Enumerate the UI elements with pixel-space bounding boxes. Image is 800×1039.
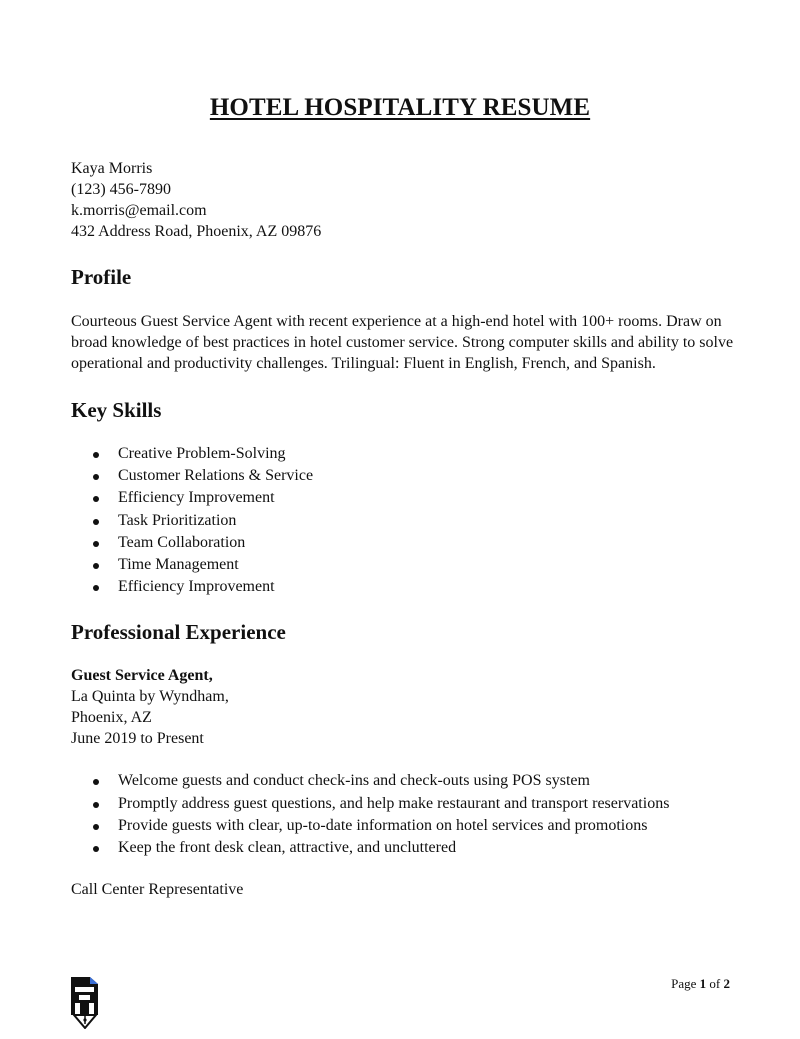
skill-label: Team Collaboration <box>118 533 246 551</box>
list-item <box>71 532 751 554</box>
list-item <box>71 443 751 465</box>
list-item <box>71 837 751 859</box>
contact-block <box>71 158 751 242</box>
bullet-icon <box>93 541 99 547</box>
pen-nib-logo-icon <box>70 975 100 1029</box>
bullet-icon <box>93 519 99 525</box>
experience-heading: Professional Experience <box>71 620 286 645</box>
skill-label: Creative Problem-Solving <box>118 445 286 462</box>
page-total: 2 <box>723 976 730 991</box>
job-entry <box>71 665 751 749</box>
skills-list <box>71 443 751 598</box>
profile-heading: Profile <box>71 265 132 289</box>
list-item <box>71 815 751 837</box>
job-location: Phoenix, AZ <box>71 709 152 727</box>
duty-text: Promptly address guest questions, and help make restaurant and transport reservations <box>118 794 670 812</box>
job-duties-list <box>71 770 751 859</box>
contact-email: k.morris@email.com <box>71 202 207 219</box>
skill-label: Time Management <box>118 556 239 574</box>
document-title: HOTEL HOSPITALITY RESUME <box>209 94 591 121</box>
bullet-icon <box>93 563 99 569</box>
job-title: Call Center Representative <box>71 881 244 899</box>
profile-text: Courteous Guest Service Agent with recent experience at a high-end hotel with 100+ rooms. Draw on broad knowledge of best practices in hotel customer service. Strong computer skills and ability to solve operational and productivity challenges. Trilingual: Fluent in English, French, and Spanish. <box>71 313 734 372</box>
bullet-icon <box>93 496 99 502</box>
skills-heading: Key Skills <box>71 398 162 422</box>
page-word: Page <box>671 976 697 991</box>
bullet-icon <box>93 802 99 808</box>
list-item <box>71 793 751 815</box>
resume-content <box>71 158 751 900</box>
duty-text: Welcome guests and conduct check-ins and check-outs using POS system <box>118 772 590 790</box>
list-item <box>71 770 751 792</box>
list-item <box>71 465 751 487</box>
job-company: La Quinta by Wyndham, <box>71 688 229 706</box>
duty-text: Keep the front desk clean, attractive, and uncluttered <box>118 839 457 857</box>
bullet-icon <box>93 474 99 480</box>
bullet-icon <box>93 824 99 830</box>
skill-label: Customer Relations & Service <box>118 467 314 485</box>
bullet-icon <box>93 779 99 785</box>
contact-phone: (123) 456-7890 <box>71 181 171 198</box>
skill-label: Efficiency Improvement <box>118 578 275 596</box>
duty-text: Provide guests with clear, up-to-date information on hotel services and promotions <box>118 816 648 834</box>
job-title: Guest Service Agent, <box>71 667 213 685</box>
page-of: of <box>709 976 721 991</box>
list-item <box>71 487 751 509</box>
skill-label: Efficiency Improvement <box>118 489 275 507</box>
job-dates: June 2019 to Present <box>71 730 204 748</box>
list-item <box>71 510 751 532</box>
skill-label: Task Prioritization <box>118 511 237 529</box>
bullet-icon <box>93 585 99 591</box>
list-item <box>71 554 751 576</box>
page-current: 1 <box>699 976 707 991</box>
contact-name: Kaya Morris <box>71 160 153 177</box>
bullet-icon <box>93 846 99 852</box>
list-item <box>71 576 751 598</box>
bullet-icon <box>93 452 99 458</box>
contact-address: 432 Address Road, Phoenix, AZ 09876 <box>71 223 322 240</box>
page-number <box>671 976 730 992</box>
